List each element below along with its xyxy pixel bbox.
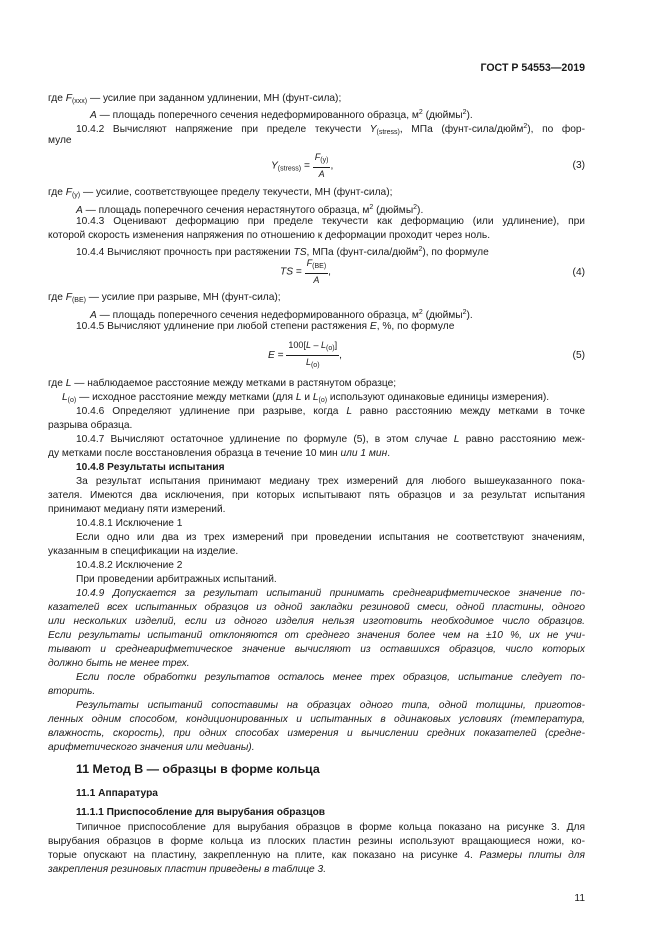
section-11-1-heading: 11.1 Аппаратура [76, 788, 158, 799]
formula-number: (4) [572, 267, 585, 278]
text-line: вторить. [48, 686, 96, 697]
text-line: 10.4.7 Вычисляют остаточное удлинение по формуле (5), в этом случае L равно расстоянию меж- [76, 434, 585, 445]
text-line: A — площадь поперечного сечения недеформированного образца, $м^2$ (дюймы$^2$). [90, 309, 473, 321]
text-line: которой скорость изменения напряжения по отношению к деформации проходит через ноль. [48, 230, 491, 241]
text-line: где $F_{(xxx)}$ — усилие при заданном удлинении, МН (фунт-сила); [48, 93, 342, 105]
text-line: вырубания образцов в форме кольца из плоских пластин резины используют вращающиеся ножи, ко- [48, 836, 585, 847]
text-line: За результат испытания принимают медиану трех измерений для любого вышеуказанного пока- [76, 476, 585, 487]
text-line: При проведении арбитражных испытаний. [76, 574, 277, 585]
text-line: 10.4.6 Определяют удлинение при разрыве, когда L равно расстоянию между метками в точке [76, 406, 585, 417]
text-line: где $F_{(BE)}$ — усилие при разрыве, МН (фунт-сила); [48, 292, 281, 304]
formula-number: (5) [572, 350, 585, 361]
text-line: 10.4.4 Вычисляют прочность при растяжении TS, МПа (фунт-сила/дюйм$^2$), по формуле [76, 246, 489, 258]
text-line: 10.4.8.1 Исключение 1 [76, 518, 183, 529]
text-line: Если после обработки результатов осталось менее трех образцов, испытание следует по- [76, 672, 585, 683]
section-heading: 10.4.8 Результаты испытания [76, 462, 225, 473]
formula-5: E = $\frac{100[L - L_{(o)}]}{L_{(o)}}$ , [268, 340, 342, 369]
text-line: указанным в спецификации на изделие. [48, 546, 239, 557]
text-line: разрыва образца. [48, 420, 133, 431]
text-line: или нескольких изделий, если из одного изделия нельзя изготовить необходимое число образцов. [48, 616, 585, 627]
page-number: 11 [574, 893, 585, 904]
text-line: принимают медиану пяти измерений. [48, 504, 226, 515]
text-line: 10.4.3 Оценивают деформацию при пределе текучести как деформацию (или удлинение), при [76, 216, 585, 227]
text-line: должно быть не менее трех. [48, 658, 190, 669]
text-line: тывают и среднеарифметическое значение вычисляют из оставшихся образцов, число которых [48, 644, 585, 655]
text-line: арифметического значения или медианы). [48, 742, 255, 753]
text-line: Результаты испытаний сопоставимы на образцах одного типа, одной толщины, приготов- [76, 700, 585, 711]
formula-3: $Y_{(stress)}$ = $\frac{F_{(y)}}{A}$ , [271, 152, 334, 179]
formula-number: (3) [572, 160, 585, 171]
text-line: где $F_{(y)}$ — усилие, соответствующее пределу текучести, МН (фунт-сила); [48, 187, 393, 199]
section-11-1-1-heading: 11.1.1 Приспособление для вырубания образцов [76, 807, 326, 818]
text-line: 10.4.8.2 Исключение 2 [76, 560, 183, 571]
text-line: Типичное приспособление для вырубания образцов в форме кольца показано на рисунке 3. Для [76, 822, 585, 833]
text-line: влажность, скорость), при одних способах измерения и вычислении средних показателей (средне- [48, 728, 585, 739]
text-line: 10.4.5 Вычисляют удлинение при любой степени растяжения E, %, по формуле [76, 321, 455, 332]
text-line: 10.4.2 Вычисляют напряжение при пределе текучести $Y_{(stress)}$, МПа (фунт-сила/дюйм$^2$), по фор- [76, 123, 585, 136]
text-line: A — площадь поперечного сечения недеформированного образца, $м^2$ (дюймы$^2$). [90, 109, 473, 121]
text-line: ду метками после восстановления образца в течение 10 мин или 1 мин. [48, 448, 391, 459]
section-11-heading: 11 Метод В — образцы в форме кольца [76, 762, 320, 776]
text-line: Если одно или два из трех измерений при проведении испытания не соответствуют значениям, [76, 532, 585, 543]
text-line: торые опускают на пластину, закрепленную на плите, как показано на рисунке 4. Размеры плиты для [48, 850, 585, 861]
text-line: муле [48, 135, 72, 146]
text-line: 10.4.9 Допускается за результат испытаний принимать среднеарифметическое значение по- [76, 588, 585, 599]
text-line: Если результаты испытаний отклоняются от среднего значения более чем на ±10 %, их не учи- [48, 630, 585, 641]
text-line: $L_{(o)}$ — исходное расстояние между метками (для L и $L_{(o)}$ используют одинаковые единицы измерения). [62, 392, 550, 404]
doc-code: ГОСТ Р 54553—2019 [480, 62, 585, 74]
text-line: казателей всех испытанных образцов из одной закладки резиновой смеси, одной пластины, одного [48, 602, 585, 613]
text-line: зателя. Имеются два исключения, при которых испытывают пять образцов и за результат испытания [48, 490, 585, 501]
text-line: закрепления резиновых пластин приведены в таблице 3. [48, 864, 327, 875]
text-line: ленных одним способом, кондиционированных и испытанных в одинаковых условиях (температура, [48, 714, 585, 725]
formula-4: TS = $\frac{F_{(BE)}}{A}$ , [280, 258, 331, 285]
text-line: A — площадь поперечного сечения нерастянутого образца, $м^2$ (дюймы$^2$). [76, 204, 424, 216]
text-line: где L — наблюдаемое расстояние между метками в растянутом образце; [48, 378, 397, 389]
